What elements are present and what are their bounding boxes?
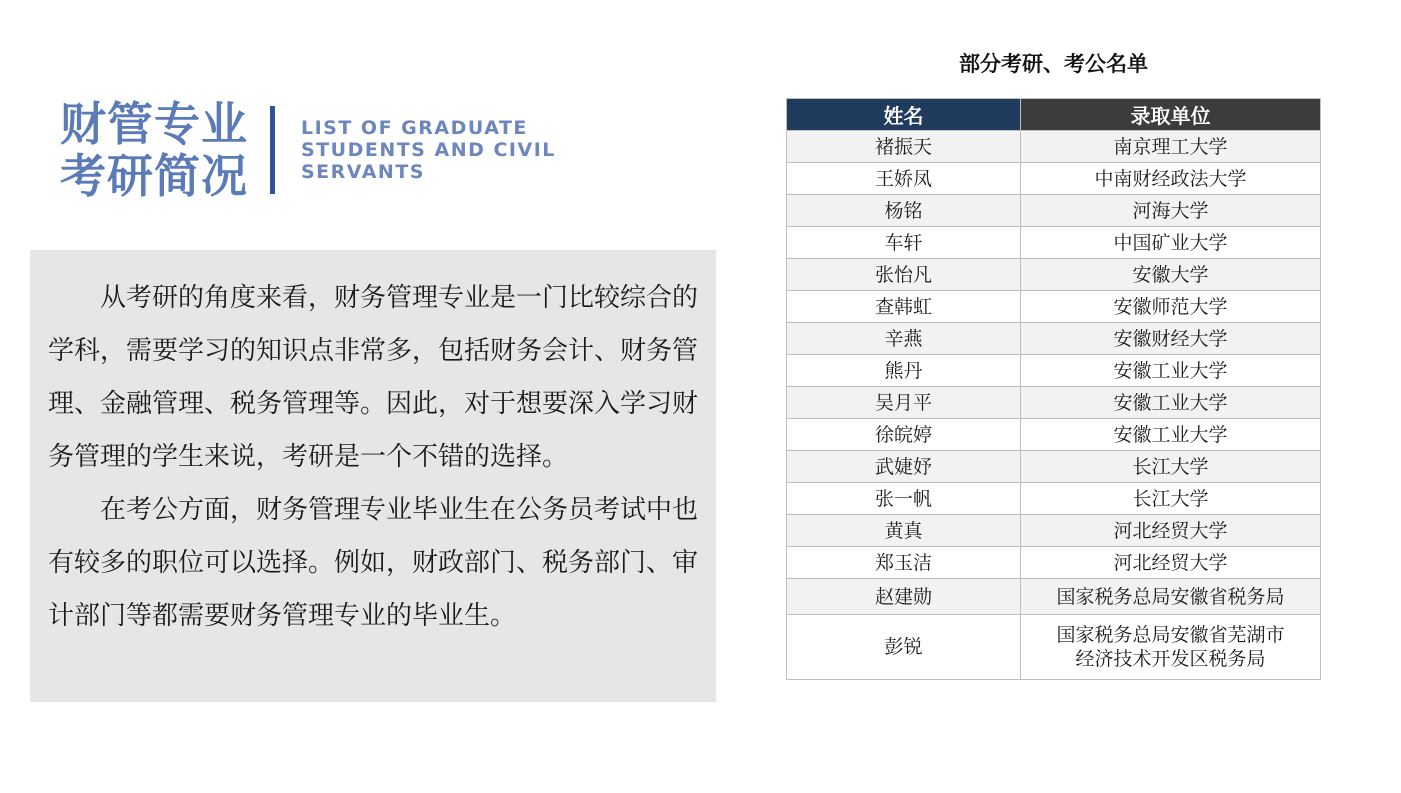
- intro-paragraph-1: 从考研的角度来看，财务管理专业是一门比较综合的学科，需要学习的知识点非常多，包括财务会计、财务管理、金融管理、税务管理等。因此，对于想要深入学习财务管理的学生来说，考研是一个不错的选择。: [48, 283, 699, 472]
- cell-unit: 中南财经政法大学: [1021, 163, 1321, 195]
- cell-unit: 河北经贸大学: [1021, 515, 1321, 547]
- table-row: [787, 515, 1321, 547]
- cell-unit: [1021, 615, 1321, 680]
- heading-title-line2: 考研简况: [60, 149, 248, 203]
- table-header-row: [787, 99, 1321, 131]
- table-row: [787, 547, 1321, 579]
- cell-name: 车轩: [787, 227, 1021, 259]
- table-row: [787, 163, 1321, 195]
- cell-name: 彭锐: [787, 615, 1021, 680]
- cell-name: 熊丹: [787, 355, 1021, 387]
- cell-unit: 安徽工业大学: [1021, 355, 1321, 387]
- cell-unit: 中国矿业大学: [1021, 227, 1321, 259]
- cell-unit: 安徽工业大学: [1021, 387, 1321, 419]
- table-row: [787, 579, 1321, 615]
- cell-name: 褚振天: [787, 131, 1021, 163]
- header-unit: 录取单位: [1021, 99, 1321, 131]
- cell-name: 杨铭: [787, 195, 1021, 227]
- cell-name: 张一帆: [787, 483, 1021, 515]
- heading-subtitle: [301, 117, 556, 183]
- heading-subtitle-line2: STUDENTS AND CIVIL: [301, 139, 556, 161]
- cell-unit: 长江大学: [1021, 483, 1321, 515]
- table-row: [787, 615, 1321, 680]
- cell-unit-line2: 经济技术开发区税务局: [1075, 648, 1266, 670]
- cell-unit: 安徽师范大学: [1021, 291, 1321, 323]
- heading-subtitle-line3: SERVANTS: [301, 161, 425, 183]
- cell-name: 吴月平: [787, 387, 1021, 419]
- cell-unit: 国家税务总局安徽省税务局: [1021, 579, 1321, 615]
- cell-unit: 安徽大学: [1021, 259, 1321, 291]
- cell-unit: 河海大学: [1021, 195, 1321, 227]
- section-heading: [60, 98, 556, 202]
- heading-title-line1: 财管专业: [60, 97, 248, 151]
- heading-subtitle-line1: LIST OF GRADUATE: [301, 117, 528, 139]
- cell-unit: 安徽财经大学: [1021, 323, 1321, 355]
- table-row: [787, 483, 1321, 515]
- table-row: [787, 131, 1321, 163]
- cell-name: 郑玉洁: [787, 547, 1021, 579]
- cell-name: 黄真: [787, 515, 1021, 547]
- table-row: [787, 291, 1321, 323]
- intro-text-box: [30, 250, 716, 702]
- cell-name: 王娇凤: [787, 163, 1021, 195]
- heading-title: [60, 98, 248, 202]
- table-row: [787, 355, 1321, 387]
- cell-name: 查韩虹: [787, 291, 1021, 323]
- list-title: 部分考研、考公名单: [959, 52, 1148, 76]
- cell-unit: 长江大学: [1021, 451, 1321, 483]
- admission-table: [786, 98, 1321, 680]
- table-row: [787, 451, 1321, 483]
- header-name: 姓名: [787, 99, 1021, 131]
- cell-name: 武婕妤: [787, 451, 1021, 483]
- intro-paragraph-2: 在考公方面，财务管理专业毕业生在公务员考试中也有较多的职位可以选择。例如，财政部门、税务部门、审计部门等都需要财务管理专业的毕业生。: [48, 495, 699, 631]
- cell-name: 徐皖婷: [787, 419, 1021, 451]
- table-row: [787, 195, 1321, 227]
- heading-divider: [270, 106, 275, 194]
- cell-unit: 南京理工大学: [1021, 131, 1321, 163]
- cell-name: 张怡凡: [787, 259, 1021, 291]
- cell-unit-line1: 国家税务总局安徽省芜湖市: [1056, 624, 1285, 646]
- cell-unit: 安徽工业大学: [1021, 419, 1321, 451]
- table-row: [787, 387, 1321, 419]
- table-row: [787, 227, 1321, 259]
- table-row: [787, 419, 1321, 451]
- cell-name: 辛燕: [787, 323, 1021, 355]
- table-row: [787, 259, 1321, 291]
- table-row: [787, 323, 1321, 355]
- cell-name: 赵建勋: [787, 579, 1021, 615]
- cell-unit: 河北经贸大学: [1021, 547, 1321, 579]
